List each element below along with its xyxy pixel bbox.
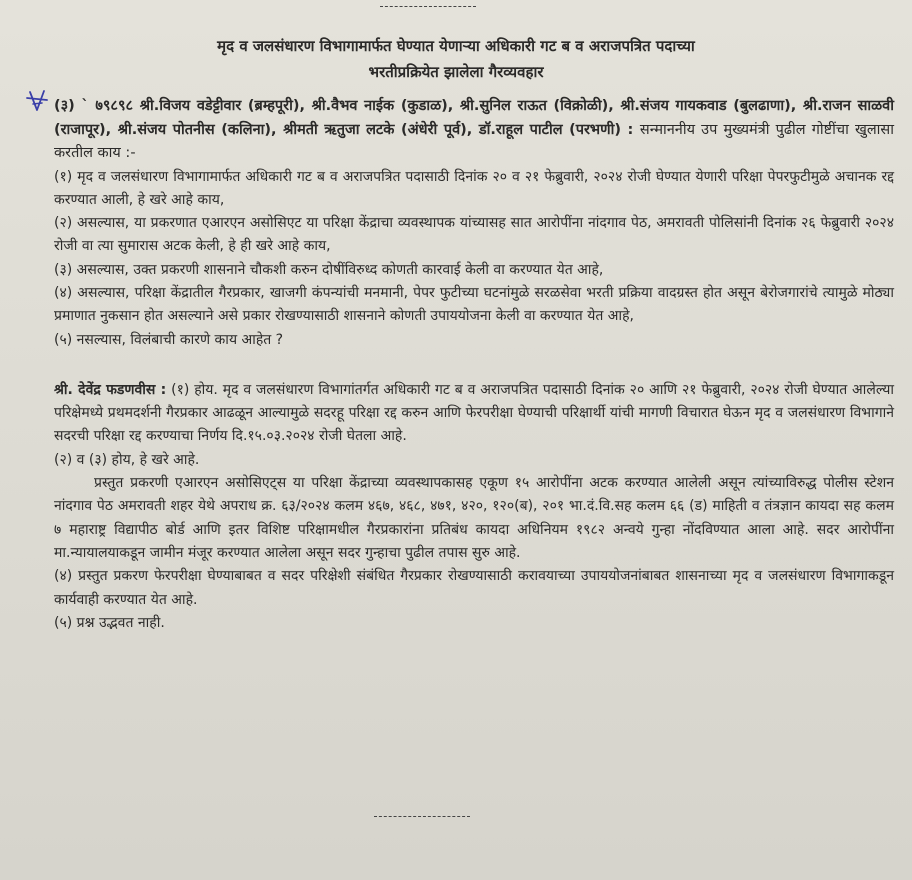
question-item-5: (५) नसल्यास, विलंबाची कारणे काय आहेत ? [54, 331, 284, 348]
top-dashed-rule [380, 6, 476, 7]
question-item-1: (१) मृद व जलसंधारण विभागामार्फत अधिकारी गट ब व अराजपत्रित पदासाठी दिनांक २० व २१ फेब्रुवारी, २०२४ रोजी घेण्यात येणारी परिक्षा पेपरफुटीमुळे अचानक रद्द करण्यात आली, हे खरे आहे काय, [54, 168, 894, 208]
answer-part-2-3: (२) व (३) होय, हे खरे आहे. [54, 451, 200, 468]
question-item-3: (३) असल्यास, उक्त प्रकरणी शासनाने चौकशी करुन दोषींविरुध्द कोणती कारवाई केली वा करण्यात येत आहे, [54, 261, 604, 278]
document-title-line1: मृद व जलसंधारण विभागामार्फत घेण्यात येणाऱ्या अधिकारी गट ब व अराजपत्रित पदाच्या [217, 37, 695, 55]
question-number: (३) ` ७९८९८ [54, 98, 134, 114]
answer-part-1-text: (१) होय. मृद व जलसंधारण विभागांतर्गत अधिकारी गट ब व अराजपत्रित पदासाठी दिनांक २० आणि २१ फेब्रुवारी, २०२४ रोजी घेण्यात आलेल्या परिक्षेमध्ये प्रथमदर्शनी गैरप्रकार आढळून आल्यामुळे सदरहू परिक्षा रद्द करुन आणि फेरपरीक्षा घेण्याची परिक्षार्थी यांची मागणी विचारात घेऊन मृद व जलसंधारण विभागाने सदरची परिक्षा रद्द करण्याचा निर्णय दि.१५.०३.२०२४ रोजी घेतला आहे. [54, 381, 894, 445]
bottom-dashed-rule [374, 816, 470, 817]
question-heading [54, 95, 894, 166]
answer-part-2-3-detail: प्रस्तुत प्रकरणी एआरएन असोसिएट्स या परिक्षा केंद्राच्या व्यवस्थापकासह एकूण १५ आरोपींना अटक करण्यात आलेली असून त्यांच्याविरुद्ध पोलीस स्टेशन नांदगाव पेठ अमरावती शहर येथे अपराध क्र. ६३/२०२४ कलम ४६७, ४६८, ४७१, ४२०, १२०(ब), २०१ भा.दं.वि.सह कलम ६६ (ड) माहिती व तंत्रज्ञान कायदा सह कलम ७ महाराष्ट्र विद्यापीठ बोर्ड आणि इतर विशिष्ट परिक्षामधील गैरप्रकारांना प्रतिबंध कायदा अधिनियम १९८२ अन्वये गुन्हा नोंदविण्यात आला आहे. सदर आरोपींना मा.न्यायालयाकडून जामीन मंजूर करण्यात आलेला असून सदर गुन्हाचा पुढील तपास सुरु आहे. [54, 475, 894, 561]
handwritten-star-mark-icon [24, 88, 50, 114]
question-intro: सन्माननीय उप मुख्यमंत्री पुढील गोष्टींचा खुलासा करतील काय :- [54, 121, 894, 161]
document-body [54, 95, 894, 635]
question-item-2: (२) असल्यास, या प्रकरणात एआरएन असोसिएट या परिक्षा केंद्राचा व्यवस्थापक यांच्यासह सात आरोपींना नांदगाव पेठ, अमरावती पोलिसांनी दिनांक २६ फेब्रुवारी २०२४ रोजी वा त्या सुमारास अटक केली, हे ही खरे आहे काय, [54, 215, 894, 255]
document-title-line2: भरतीप्रक्रियेत झालेला गैरव्यवहार [368, 63, 544, 81]
answer-part-1 [54, 379, 894, 449]
question-members: श्री.विजय वडेट्टीवार (ब्रम्हपूरी), श्री.वैभव नाईक (कुडाळ), श्री.सुनिल राऊत (विक्रोळी), श्री.संजय गायकवाड (बुलढाणा), श्री.राजन साळवी (राजापूर), श्री.संजय पोतनीस (कलिना), श्रीमती ऋतुजा लटके (अंधेरी पूर्व), डॉ.राहूल पाटील (परभणी) : [54, 98, 894, 138]
answer-part-5: (५) प्रश्न उद्भवत नाही. [54, 614, 165, 631]
answer-speaker: श्री. देवेंद्र फडणवीस : [54, 381, 167, 398]
question-item-4: (४) असल्यास, परिक्षा केंद्रातील गैरप्रकार, खाजगी कंपन्यांची मनमानी, पेपर फुटीच्या घटनांमुळे सरळसेवा भरती प्रक्रिया वादग्रस्त होत असून बेरोजगारांचे त्यामुळे मोठ्या प्रमाणात नुकसान होत असल्याने असे प्रकार रोखण्यासाठी शासनाने कोणती उपाययोजना केली वा करण्यात येत आहे, [54, 284, 894, 325]
answer-part-4: (४) प्रस्तुत प्रकरण फेरपरीक्षा घेण्याबाबत व सदर परिक्षेशी संबंधित गैरप्रकार रोखण्यासाठी करावयाच्या उपाययोजनांबाबत शासनाच्या मृद व जलसंधारण विभागाकडून कार्यवाही करण्यात येत आहे. [54, 568, 894, 608]
section-gap [54, 352, 894, 379]
